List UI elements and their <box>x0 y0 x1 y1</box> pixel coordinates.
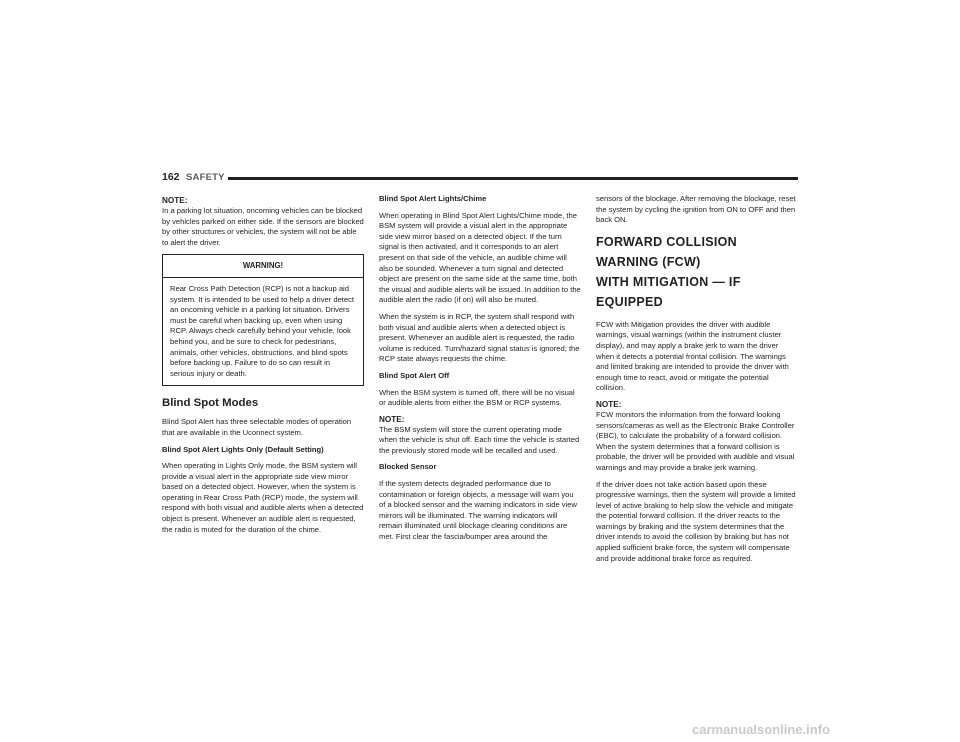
section-title: SAFETY <box>186 172 225 183</box>
paragraph: Blind Spot Alert has three selectable modes of operation that are available in the Uconnect system. <box>162 417 352 437</box>
watermark: carmanualsonline.info <box>692 722 830 737</box>
fcw-heading <box>596 232 798 312</box>
note-label: NOTE: <box>379 414 405 424</box>
page-header <box>162 170 798 186</box>
subheading-lights-only: Blind Spot Alert Lights Only (Default Setting) <box>162 444 324 454</box>
page-number: 162 <box>162 171 180 183</box>
paragraph: When the BSM system is turned off, there will be no visual or audible alerts from either the BSM or RCP systems. <box>379 387 575 408</box>
warning-box <box>162 254 364 386</box>
paragraph: When operating in Lights Only mode, the BSM system will provide a visual alert in the appropriate side view mirror based on a detected object. However, when the system is operating in Rear Cross Path (RCP) mode, the system will respond with both visual and audible alerts when a detected object is present. Whenever an audible alert is requested, the radio is muted for the duration of the chime. <box>162 461 364 534</box>
note-label: NOTE: <box>162 196 188 205</box>
fcw-heading-line2: WITH MITIGATION — IF EQUIPPED <box>596 274 741 309</box>
column-1 <box>162 194 364 541</box>
subheading-alert-off: Blind Spot Alert Off <box>379 370 450 380</box>
paragraph: If the system detects degraded performance due to contamination or foreign objects, a message will warn you of a blocked sensor and the warning indicators in side view mirrors will be illuminated. The warning indicators will remain illuminated until blockage clearing conditions are met. First clear the fascia/bumper area around the <box>379 479 577 542</box>
column-2 <box>379 194 581 549</box>
paragraph: When the system is in RCP, the system shall respond with both visual and audible alerts when a detected object is present. Whenever an audible alert is requested, the radio volume is reduced. Turn/hazard signal status is ignored; the RCP state always requests the chime. <box>379 311 580 364</box>
subheading-blocked-sensor: Blocked Sensor <box>379 462 437 472</box>
subheading-lights-chime: Blind Spot Alert Lights/Chime <box>379 194 487 203</box>
note-text: The BSM system will store the current operating mode when the vehicle is shut off. Each time the vehicle is started the previously stored mode will be recalled and used. <box>379 424 580 455</box>
paragraph: When operating in Blind Spot Alert Lights/Chime mode, the BSM system will provide a visual alert in the appropriate side view mirror based on a detected object. If the turn signal is then activated, and it corresponds to an alert present on that side of the vehicle, an audible chime will also be sounded. Whenever a turn signal and detected object are present on the same side at the same time, both the visual and audible alerts will be issued. In addition to the audible alert the radio (if on) will also be muted. <box>379 210 581 305</box>
note-text: In a parking lot situation, oncoming vehicles can be blocked by vehicles parked on either side. If the sensors are blocked by other structures or vehicles, the system will not be able to alert the driver. <box>162 206 364 247</box>
paragraph: If the driver does not take action based upon these progressive warnings, then the system will provide a limited level of active braking to help slow the vehicle and mitigate the potential forward collision. If the driver reacts to the warnings by braking and the system determines that the driver intends to avoid the collision by braking but has not applied sufficient brake force, the system will compensate and provide additional brake force as required. <box>596 479 796 563</box>
note-text: FCW monitors the information from the forward looking sensors/cameras as well as the Electronic Brake Controller (EBC), to calculate the probability of a forward collision. When the system determines that a forward collision is probable, the driver will be provided with audible and visual warnings and may provide a brake jerk warning. <box>596 409 795 472</box>
warning-title: WARNING! <box>163 255 363 278</box>
header-rule <box>228 177 798 180</box>
column-3 <box>596 194 798 570</box>
blind-spot-modes-heading: Blind Spot Modes <box>162 397 259 410</box>
note-label: NOTE: <box>596 399 622 409</box>
warning-text: Rear Cross Path Detection (RCP) is not a backup aid system. It is intended to be used to help a driver detect an oncoming vehicle in a parking lot situation. Drivers must be careful when backing up, even when using RCP. Always check carefully behind your vehicle, look behind you, and be sure to check for pedestrians, animals, other vehicles, obstructions, and blind spots before backing up. Failure to do so can result in serious injury or death. <box>170 283 355 378</box>
paragraph: sensors of the blockage. After removing the blockage, reset the system by cycling the ignition from ON to OFF and then back ON. <box>596 194 796 225</box>
fcw-heading-line1: FORWARD COLLISION WARNING (FCW) <box>596 234 737 269</box>
paragraph: FCW with Mitigation provides the driver with audible warnings, visual warnings (within the instrument cluster display), and may apply a brake jerk to warn the driver when it detects a potential frontal collision. The warnings and limited braking are intended to provide the driver with enough time to react, avoid or mitigate the potential collision. <box>596 319 789 393</box>
